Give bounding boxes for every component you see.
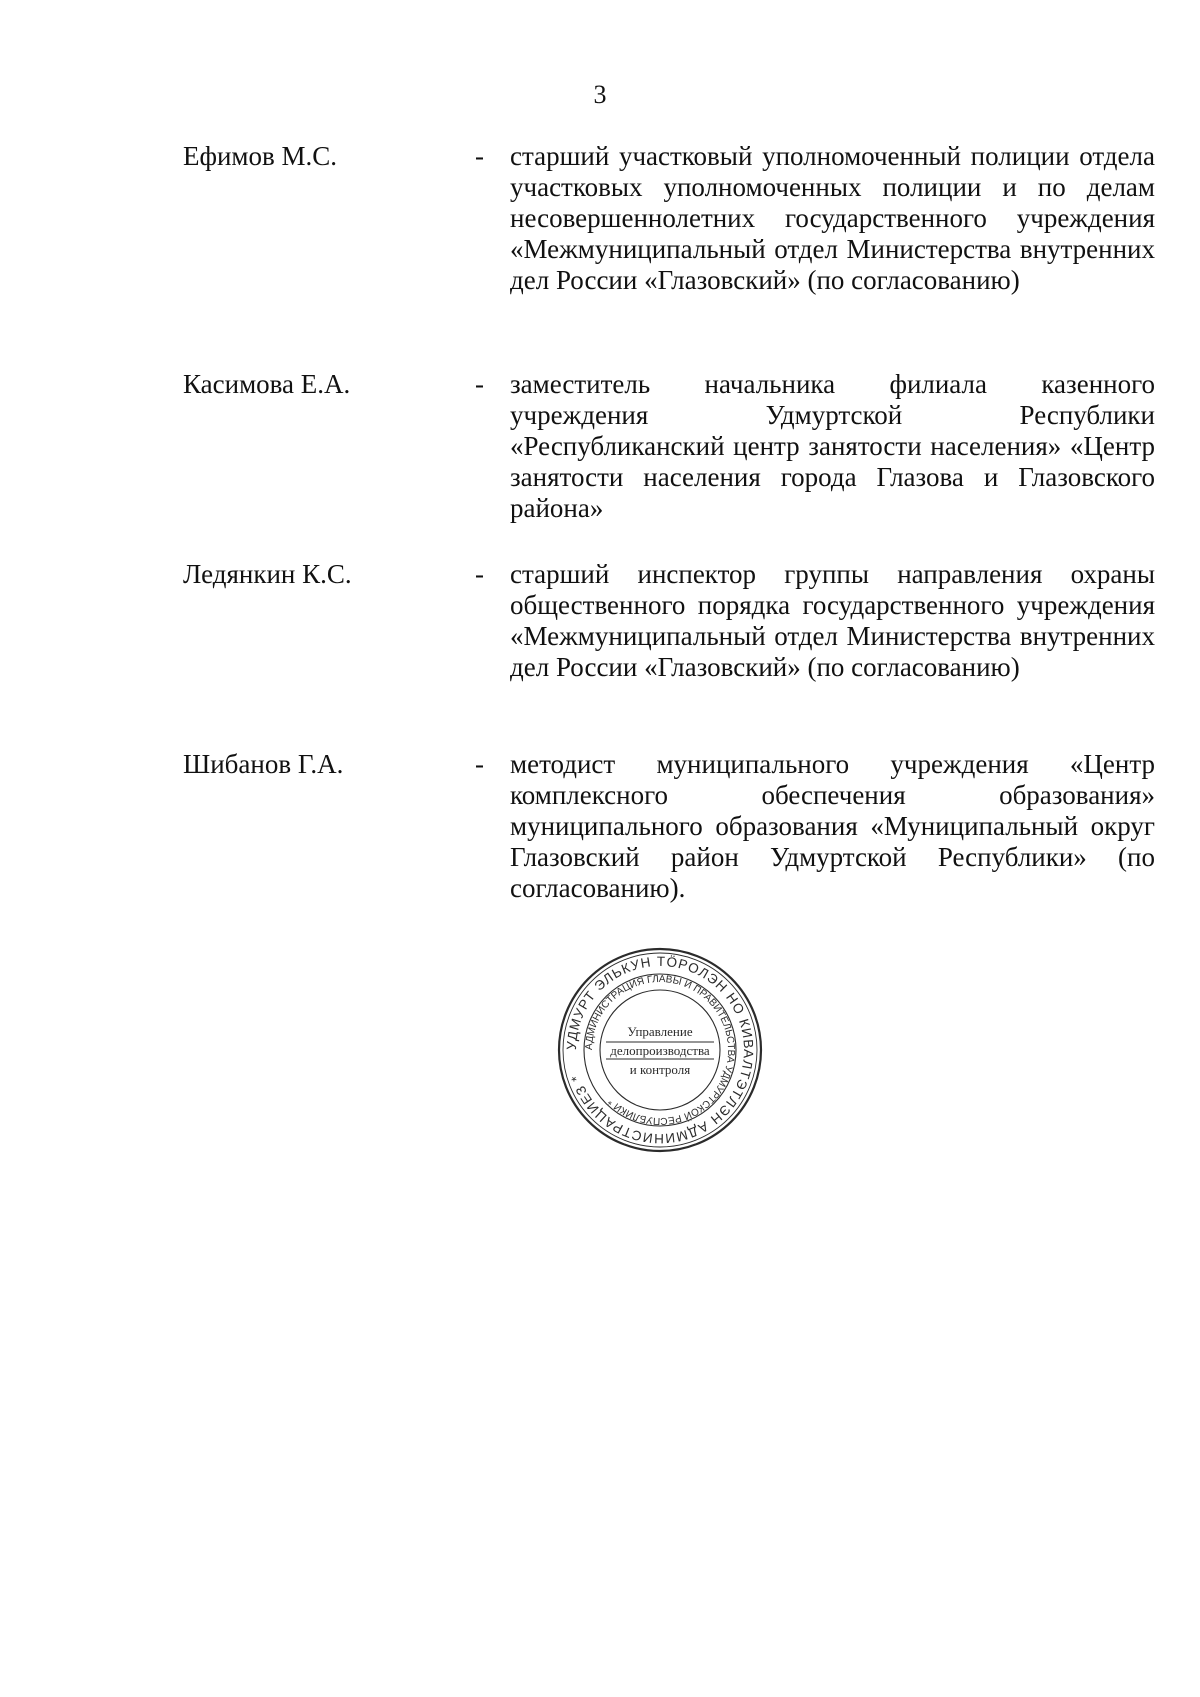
member-name: Шибанов Г.А.: [183, 749, 344, 779]
member-name: Ледянкин К.С.: [183, 559, 352, 589]
member-position: заместитель начальника филиала казенного учреждения Удмуртской Республики «Республиканский центр занятости населения» «Центр занятости населения города Глазова и Глазовского района»: [510, 369, 1155, 523]
member-name: Касимова Е.А.: [183, 369, 351, 399]
member-position: старший инспектор группы направления охраны общественного порядка государственного учреждения «Межмуниципальный отдел Министерства внутренних дел России «Глазовский» (по согласованию): [510, 559, 1155, 682]
member-name: Ефимов М.С.: [183, 141, 338, 171]
stamp-center-line: и контроля: [629, 1062, 691, 1077]
member-dash: -: [475, 141, 484, 171]
member-position: старший участковый уполномоченный полиции отдела участковых уполномоченных полиции и по делам несовершеннолетних государственного учреждения «Межмуниципальный отдел Министерства внутренних дел России «Глазовский» (по согласованию): [510, 141, 1155, 295]
stamp-center-line: делопроизводства: [610, 1043, 710, 1058]
member-dash: -: [475, 559, 484, 589]
member-dash: -: [475, 749, 484, 779]
official-stamp: [554, 944, 766, 1156]
stamp-inner-ring-path: АДМИНИСТРАЦИЯ ГЛАВЫ И ПРАВИТЕЛЬСТВА УДМУРТСКОЙ РЕСПУБЛИКИ *: [583, 973, 737, 1127]
stamp-seal: [554, 944, 766, 1156]
page-number: 3: [593, 80, 607, 109]
member-position: методист муниципального учреждения «Центр комплексного обеспечения образования» муниципального образования «Муниципальный округ Глазовский район Удмуртской Республики» (по согласованию).: [510, 749, 1155, 903]
stamp-outer-ring-path: УДМУРТ ЭЛЬКУН ТӦРОЛЭН НО КИВАЛТЭТЛЭН АДМИНИСТРАЦИЕЗ *: [563, 953, 757, 1147]
stamp-center-line: Управление: [627, 1024, 693, 1039]
member-dash: -: [475, 369, 484, 399]
